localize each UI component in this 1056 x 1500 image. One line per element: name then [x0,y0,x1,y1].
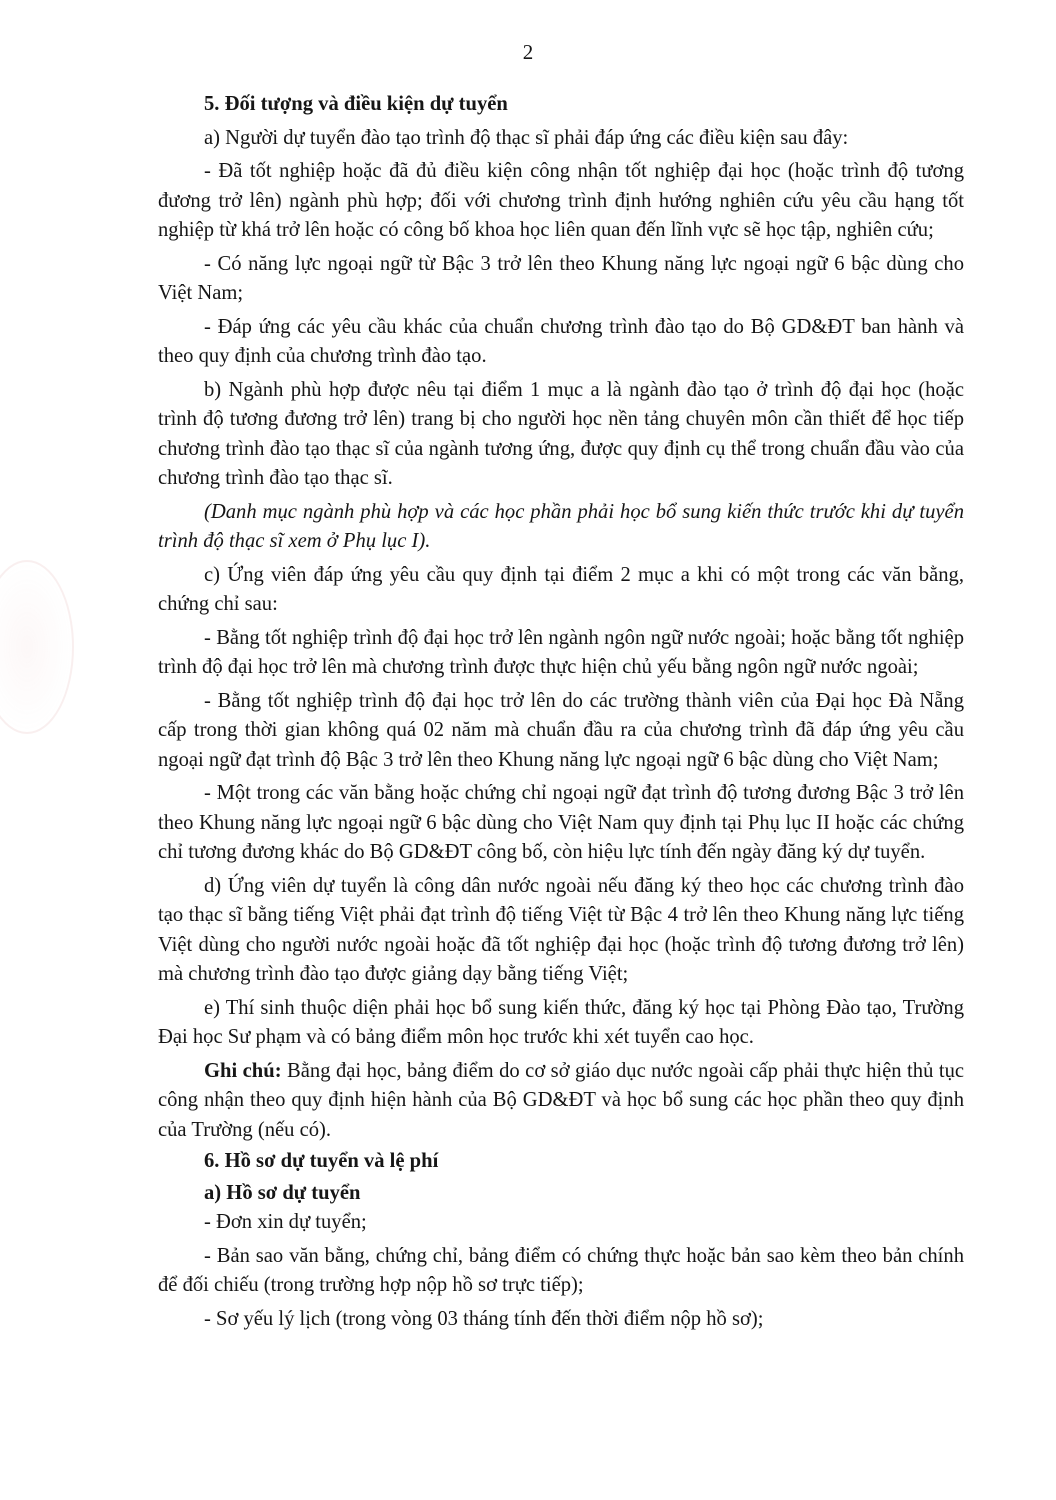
section-6a-item-1: - Đơn xin dự tuyển; [204,1211,367,1233]
section-5c-intro: c) Ứng viên đáp ứng yêu cầu quy định tại điểm 2 mục a khi có một trong các văn bằng, chứng chỉ sau: [158,563,964,615]
document-body [158,90,964,1334]
section-5d: d) Ứng viên dự tuyển là công dân nước ngoài nếu đăng ký theo học các chương trình đào tạo thạc sĩ bằng tiếng Việt phải đạt trình độ tiếng Việt từ Bậc 4 trở lên theo Khung năng lực tiếng Việt dùng cho người nước ngoài hoặc đã tốt nghiệp đại học (hoặc trình độ tương đương trở lên) mà chương trình đào tạo được giảng dạy bằng tiếng Việt; [158,874,964,985]
section-5a-item-1: - Đã tốt nghiệp hoặc đã đủ điều kiện công nhận tốt nghiệp đại học (hoặc trình độ tương đương trở lên) ngành phù hợp; đối với chương trình định hướng nghiên cứu yêu cầu hạng tốt nghiệp từ khá trở lên hoặc có công bố khoa học liên quan đến lĩnh vực sẽ học tập, nghiên cứu; [158,160,964,241]
section-5b-note: (Danh mục ngành phù hợp và các học phần phải học bổ sung kiến thức trước khi dự tuyển trình độ thạc sĩ xem ở Phụ lục I). [158,500,964,552]
section-5c-item-1: - Bằng tốt nghiệp trình độ đại học trở lên ngành ngôn ngữ nước ngoài; hoặc bằng tốt nghiệp trình độ đại học trở lên mà chương trình được thực hiện chủ yếu bằng ngôn ngữ nước ngoài; [158,626,964,678]
section-6a-item-3: - Sơ yếu lý lịch (trong vòng 03 tháng tính đến thời điểm nộp hồ sơ); [204,1307,764,1330]
note-text: Bằng đại học, bảng điểm do cơ sở giáo dục nước ngoài cấp phải thực hiện thủ tục công nhận theo quy định hiện hành của Bộ GD&ĐT và học bổ sung các học phần theo quy định của Trường (nếu có). [158,1059,965,1141]
note-label: Ghi chú: [204,1059,282,1082]
page-number: 2 [522,40,534,64]
section-5e: e) Thí sinh thuộc diện phải học bổ sung kiến thức, đăng ký học tại Phòng Đào tạo, Trường Đại học Sư phạm và có bảng điểm môn học trước khi xét tuyển cao học. [158,996,964,1048]
section-5-title: 5. Đối tượng và điều kiện dự tuyển [204,93,508,115]
section-5a-item-3: - Đáp ứng các yêu cầu khác của chuẩn chương trình đào tạo do Bộ GD&ĐT ban hành và theo quy định của chương trình đào tạo. [158,315,964,367]
faded-stamp-mark [0,560,74,734]
section-5b: b) Ngành phù hợp được nêu tại điểm 1 mục a là ngành đào tạo ở trình độ đại học (hoặc trình độ tương đương trở lên) trang bị cho người học nền tảng chuyên môn cần thiết để học tiếp chương trình đào tạo thạc sĩ của ngành tương ứng, được quy định cụ thể trong chuẩn đầu vào của chương trình đào tạo thạc sĩ. [158,378,964,489]
section-5a-item-2: - Có năng lực ngoại ngữ từ Bậc 3 trở lên theo Khung năng lực ngoại ngữ 6 bậc dùng cho Việt Nam; [158,252,964,304]
section-6a-title: a) Hồ sơ dự tuyển [204,1181,361,1204]
section-5c-item-3: - Một trong các văn bằng hoặc chứng chỉ ngoại ngữ đạt trình độ tương đương Bậc 3 trở lên theo Khung năng lực ngoại ngữ 6 bậc dùng cho Việt Nam quy định tại Phụ lục II hoặc các chứng chỉ tương đương khác do Bộ GD&ĐT công bố, còn hiệu lực tính đến ngày đăng ký dự tuyển. [158,782,964,863]
section-6a-item-2: - Bản sao văn bằng, chứng chỉ, bảng điểm có chứng thực hoặc bản sao kèm theo bản chính để đối chiếu (trong trường hợp nộp hồ sơ trực tiếp); [158,1244,964,1296]
section-5c-item-2: - Bằng tốt nghiệp trình độ đại học trở lên do các trường thành viên của Đại học Đà Nẵng cấp trong thời gian không quá 02 năm mà chuẩn đầu ra của chương trình đã đáp ứng yêu cầu ngoại ngữ đạt trình độ Bậc 3 trở lên theo Khung năng lực ngoại ngữ 6 bậc dùng cho Việt Nam; [158,689,964,771]
note-paragraph [158,1057,964,1146]
section-5a-intro: a) Người dự tuyển đào tạo trình độ thạc sĩ phải đáp ứng các điều kiện sau đây: [204,126,849,149]
section-6-title: 6. Hồ sơ dự tuyển và lệ phí [204,1150,439,1172]
